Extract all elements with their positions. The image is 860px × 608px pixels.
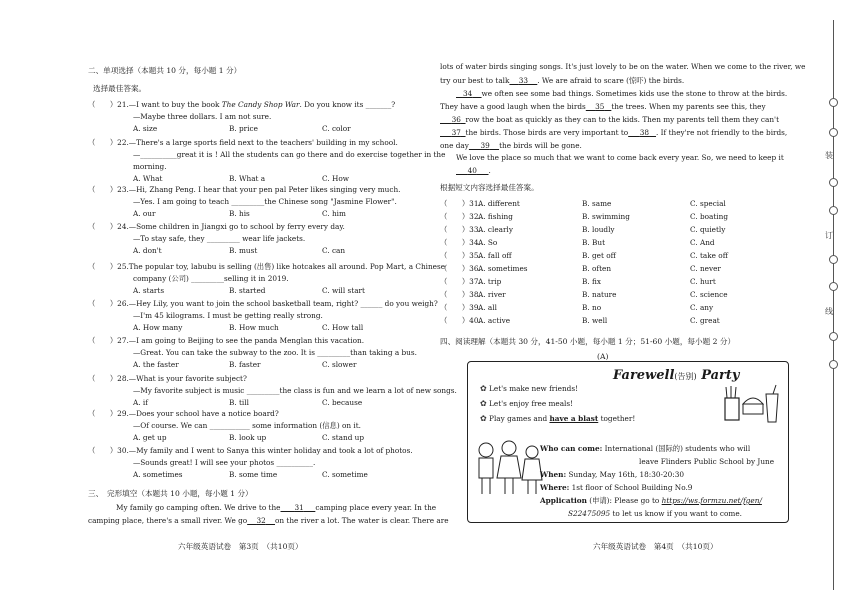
option-c[interactable]: C. take off — [690, 251, 728, 260]
option-b[interactable]: B. What a — [229, 174, 266, 183]
where-line: Where: 1st floor of School Building No.9 — [540, 483, 693, 492]
option-b[interactable]: B. faster — [229, 360, 261, 369]
question-number: （ ）26. — [88, 299, 129, 308]
binding-hole — [829, 332, 838, 341]
question-number: （ ）29. — [88, 409, 129, 418]
question-stem — [88, 100, 395, 110]
option-a[interactable]: A. trip — [478, 277, 502, 286]
cloze-line-2 — [88, 516, 449, 525]
cloze-r-line-5: 36 row the boat as quickly as they can to the kids. Then my parents tell them they can't — [440, 115, 779, 124]
option-b[interactable]: B. How much — [229, 323, 279, 332]
option-c[interactable]: C. boating — [690, 212, 729, 221]
option-a[interactable]: A. the faster — [133, 360, 179, 369]
question-line — [133, 421, 361, 431]
blank-33: 33 — [518, 76, 529, 85]
question-line — [133, 386, 457, 395]
passage-label: (A) — [597, 352, 609, 361]
cloze-r-line-6: 37 the birds. Those birds are very important to 38 . If they're not friendly to the birds, — [440, 128, 787, 137]
question-text: —I want to buy the book The Candy Shop War. Do you know its _______? — [128, 100, 396, 109]
question-text: —There's a large sports field next to the teachers' building in my school. — [128, 138, 398, 147]
option-a[interactable]: A. different — [478, 199, 520, 208]
cloze-r-line-2: try our best to talk 33 . We are afraid to scare (惊吓) the birds. — [440, 76, 685, 85]
question-stem — [88, 336, 364, 346]
option-b[interactable]: B. price — [229, 124, 258, 133]
binding-hole — [829, 98, 838, 107]
option-c[interactable]: C. because — [322, 398, 363, 407]
page-footer-3: 六年级英语试卷 第3页 （共10页） — [178, 542, 303, 551]
question-text: —What is your favorite subject? — [128, 374, 247, 383]
option-c[interactable]: C. can — [322, 246, 346, 255]
question-number: （ ）32. — [440, 212, 481, 221]
option-b[interactable]: B. some time — [229, 470, 278, 479]
option-b[interactable]: B. must — [229, 246, 258, 255]
question-number: （ ）22. — [88, 138, 129, 147]
option-b[interactable]: B. no — [582, 303, 602, 312]
question-stem — [88, 299, 438, 309]
question-number: （ ）21. — [88, 100, 129, 109]
question-number: （ ）31. — [440, 199, 481, 208]
binding-hole — [829, 255, 838, 264]
application-line-2: S22475095 to let us know if you want to come. — [568, 509, 742, 518]
option-a[interactable]: A. all — [478, 303, 497, 312]
option-c[interactable]: C. any — [690, 303, 714, 312]
blank-34: 34 — [462, 89, 473, 98]
binding-char: 线 — [825, 307, 833, 316]
cloze-r-line-4: They have a good laugh when the birds 35 the trees. When my parents see this, they — [440, 102, 766, 111]
application-line: Application (申请): Please go to https://ws.formzu.net/fgen/ — [540, 496, 762, 505]
food-drinks-icon — [723, 384, 781, 426]
question-text: —Does your school have a notice board? — [128, 409, 279, 418]
section-2-instruction: 选择最佳答案。 — [93, 84, 147, 93]
binding-margin — [820, 0, 860, 608]
question-text: —__________great it is ! All the students can go there and do exercise together in the — [133, 150, 446, 159]
option-b[interactable]: B. look up — [229, 433, 267, 442]
flower-bullet-icon: ✿ — [480, 399, 487, 408]
section-3-title: 三、 完形填空（本题共 10 小题，每小题 1 分） — [88, 489, 253, 498]
option-a[interactable]: A. if — [133, 398, 148, 407]
option-c[interactable]: C. great — [690, 316, 720, 325]
binding-hole — [829, 178, 838, 187]
question-number: （ ）34. — [440, 238, 481, 247]
who-line: Who can come: International (国际的) students who will — [540, 444, 751, 453]
blank-39: 39 — [480, 141, 490, 150]
option-b[interactable]: B. his — [229, 209, 250, 218]
cloze-r-line-9: 40 . — [456, 166, 491, 175]
option-b[interactable]: B. swimming — [582, 212, 630, 221]
binding-hole — [829, 128, 838, 137]
cloze-r-line-7: one day 39 the birds will be gone. — [440, 141, 582, 150]
question-text: company (公司) _________selling it in 2019. — [133, 274, 289, 283]
question-number: （ ）33. — [440, 225, 481, 234]
flower-bullet-icon: ✿ — [480, 414, 487, 423]
option-a[interactable]: A. How many — [133, 323, 183, 332]
blank-35: 35 — [595, 102, 605, 111]
binding-hole — [829, 206, 838, 215]
question-text: —Great. You can take the subway to the zoo. It is _________than taking a bus. — [133, 348, 417, 357]
question-number: （ ）23. — [88, 185, 129, 194]
children-illustration — [474, 438, 546, 502]
option-b[interactable]: B. till — [229, 398, 249, 407]
binding-char: 订 — [825, 231, 833, 240]
question-text: —Of course. We can ___________ some information (信息) on it. — [133, 421, 361, 430]
question-line — [133, 274, 289, 284]
cloze-r-line-1: lots of water birds singing songs. It's just lovely to be on the water. When we come to the river, we — [440, 62, 806, 71]
question-stem — [88, 138, 398, 148]
option-b[interactable]: B. nature — [582, 290, 617, 299]
question-text: —My favorite subject is music _________the class is fun and we learn a lot of new songs. — [133, 386, 457, 395]
cloze-text: camping place, there's a small river. We go — [88, 516, 248, 525]
question-text: —To stay safe, they _________ wear life jackets. — [133, 234, 306, 243]
option-c[interactable]: C. hurt — [690, 277, 716, 286]
option-c[interactable]: C. quietly — [690, 225, 726, 234]
option-b[interactable]: B. often — [582, 264, 612, 273]
question-text: —I am going to Beijing to see the panda Menglan this vacation. — [128, 336, 365, 345]
question-text: —Yes. I am going to teach _________the Chinese song "Jasmine Flower". — [133, 197, 397, 206]
option-b[interactable]: B. started — [229, 286, 266, 295]
question-text: —Hey Lily, you want to join the school basketball team, right? ______ do you weigh? — [128, 299, 438, 308]
question-line — [133, 311, 323, 320]
question-number: （ ）37. — [440, 277, 481, 286]
question-text: —Some children in Jiangxi go to school by ferry every day. — [128, 222, 345, 231]
binding-char: 装 — [825, 151, 833, 160]
bullet-line-2: ✿ Let's enjoy free meals! — [480, 399, 574, 408]
question-line — [133, 150, 445, 159]
option-c[interactable]: C. sometime — [322, 470, 368, 479]
option-b[interactable]: B. same — [582, 199, 612, 208]
cloze-r-line-8: We love the place so much that we want to come back every year. So, we need to keep it — [456, 153, 784, 162]
option-c[interactable]: C. never — [690, 264, 721, 273]
option-b[interactable]: B. get off — [582, 251, 616, 260]
cloze-text: camping place every year. In the — [315, 503, 437, 512]
question-number: （ ）40. — [440, 316, 481, 325]
question-text: —Sounds great! I will see your photos __________. — [133, 458, 316, 467]
option-a[interactable]: A. sometimes — [478, 264, 528, 273]
cloze-instruction: 根据短文内容选择最佳答案。 — [440, 183, 539, 192]
question-stem — [88, 262, 445, 272]
question-text: —Maybe three dollars. I am not sure. — [133, 112, 272, 121]
blank-38: 38 — [639, 128, 650, 137]
option-b[interactable]: B. But — [582, 238, 605, 247]
option-a[interactable]: A. clearly — [478, 225, 513, 234]
option-b[interactable]: B. loudly — [582, 225, 615, 234]
option-c[interactable]: C. science — [690, 290, 728, 299]
bullet-line-1: ✿ Let's make new friends! — [480, 384, 578, 393]
option-a[interactable]: A. fall off — [478, 251, 512, 260]
option-c[interactable]: C. will start — [322, 286, 365, 295]
question-number: （ ）25. — [88, 262, 129, 271]
option-c[interactable]: C. special — [690, 199, 726, 208]
section-4-title: 四、阅读理解（本题共 30 分，41-50 小题，每小题 1 分；51-60 小题，每小题 2 分） — [440, 337, 736, 346]
cloze-text: on the river a lot. The water is clear. There are — [275, 516, 449, 525]
question-text: —My family and I went to Sanya this winter holiday and took a lot of photos. — [128, 446, 413, 455]
option-a[interactable]: A. So — [478, 238, 498, 247]
option-c[interactable]: C. him — [322, 209, 346, 218]
option-a[interactable]: A. sometimes — [133, 470, 183, 479]
question-stem — [88, 374, 247, 384]
when-line: When: Sunday, May 16th, 18:30-20:30 — [540, 470, 685, 479]
question-number: （ ）27. — [88, 336, 129, 345]
option-a[interactable]: A. fishing — [478, 212, 513, 221]
question-number: （ ）39. — [440, 303, 481, 312]
cloze-text: My family go camping often. We drive to the — [116, 503, 281, 512]
question-number: （ ）28. — [88, 374, 129, 383]
question-number: （ ）38. — [440, 290, 481, 299]
option-c[interactable]: C. How — [322, 174, 349, 183]
question-number: （ ）35. — [440, 251, 481, 260]
option-c[interactable]: C. slower — [322, 360, 357, 369]
binding-hole — [829, 282, 838, 291]
question-text: —Hi, Zhang Peng. I hear that your pen pal Peter likes singing very much. — [128, 185, 401, 194]
poster-title: Farewell(告别) Party — [613, 368, 740, 383]
option-a[interactable]: A. our — [133, 209, 156, 218]
section-2-title: 二、单项选择（本题共 10 分，每小题 1 分） — [88, 66, 242, 75]
page-footer-4: 六年级英语试卷 第4页 （共10页） — [593, 542, 718, 551]
option-c[interactable]: C. color — [322, 124, 351, 133]
blank-37: 37 — [451, 128, 461, 137]
option-b[interactable]: B. well — [582, 316, 608, 325]
option-c[interactable]: C. And — [690, 238, 715, 247]
blank-40: 40 — [467, 166, 477, 175]
question-text: morning. — [133, 162, 167, 171]
question-number: （ ）36. — [440, 264, 481, 273]
option-a[interactable]: A. don't — [133, 246, 162, 255]
option-c[interactable]: C. How tall — [322, 323, 364, 332]
question-number: （ ）30. — [88, 446, 129, 455]
question-line — [133, 112, 271, 121]
cloze-r-line-3: 34 we often see some bad things. Sometimes kids use the stone to throw at the birds. — [456, 89, 787, 98]
question-text: The popular toy, labubu is selling (出售) like hotcakes all around. Pop Mart, a Chinese — [128, 262, 446, 271]
option-a[interactable]: A. get up — [133, 433, 167, 442]
question-line — [133, 162, 167, 171]
blank-32: 32 — [256, 516, 266, 525]
flower-bullet-icon: ✿ — [480, 384, 487, 393]
question-number: （ ）24. — [88, 222, 129, 231]
option-a[interactable]: A. starts — [133, 286, 165, 295]
who-line-2: leave Flinders Public School by June — [639, 457, 775, 466]
question-stem — [88, 222, 345, 232]
question-stem — [88, 185, 400, 195]
bullet-line-3: ✿ Play games and have a blast together! — [480, 414, 636, 423]
option-a[interactable]: A. What — [133, 174, 163, 183]
binding-hole — [829, 360, 838, 369]
question-line — [133, 197, 397, 206]
question-line — [133, 234, 305, 243]
option-a[interactable]: A. active — [478, 316, 511, 325]
question-text: —I'm 45 kilograms. I must be getting really strong. — [133, 311, 323, 320]
question-stem — [88, 446, 413, 456]
cloze-line-1 — [116, 503, 436, 512]
option-b[interactable]: B. fix — [582, 277, 601, 286]
blank-36: 36 — [451, 115, 461, 124]
option-a[interactable]: A. river — [478, 290, 506, 299]
farewell-party-poster — [467, 361, 789, 523]
question-line — [133, 458, 315, 467]
application-link[interactable]: https://ws.formzu.net/fgen/ — [661, 496, 762, 505]
question-stem — [88, 409, 279, 419]
option-a[interactable]: A. size — [133, 124, 158, 133]
blank-31: 31 — [294, 503, 304, 512]
option-c[interactable]: C. stand up — [322, 433, 365, 442]
question-line — [133, 348, 417, 357]
